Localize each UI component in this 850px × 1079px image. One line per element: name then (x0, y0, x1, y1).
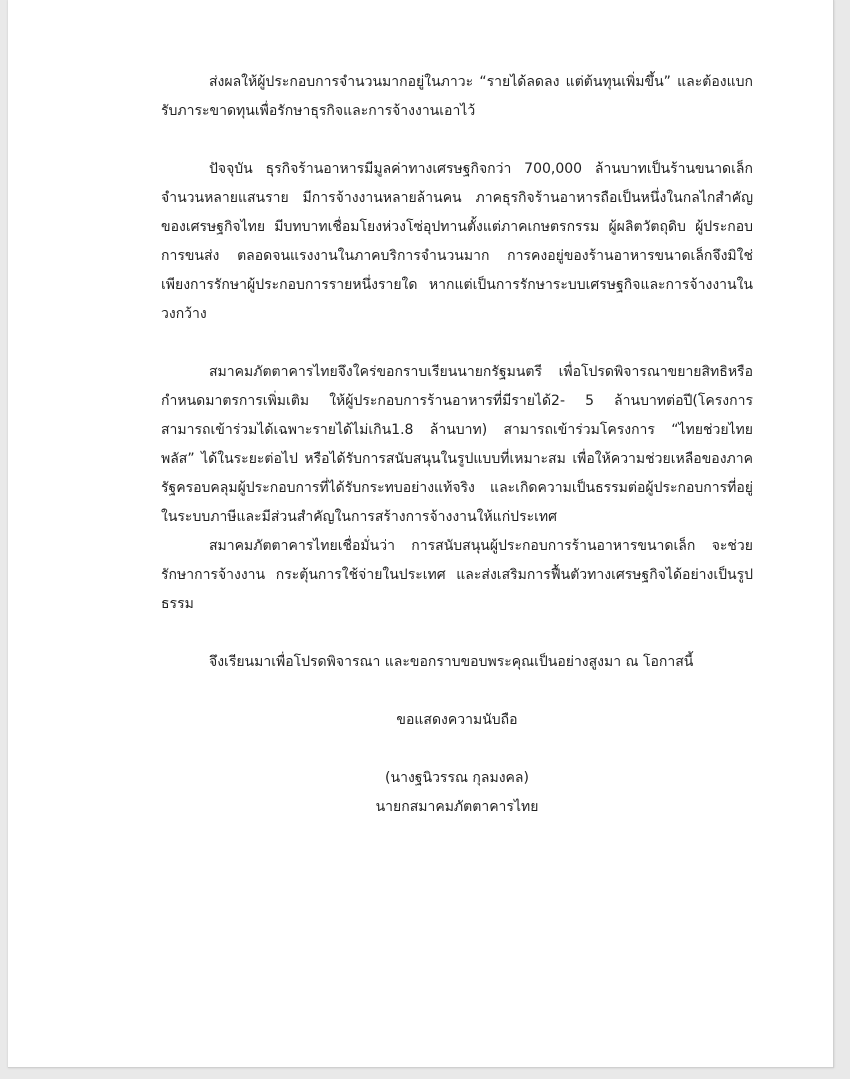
paragraph-spacer (161, 677, 753, 706)
paragraph-4: สมาคมภัตตาคารไทยเชื่อมั่นว่า การสนับสนุนผู้ประกอบการร้านอาหารขนาดเล็ก จะช่วยรักษาการจ้างงาน กระตุ้นการใช้จ่ายในประเทศ และส่งเสริมการฟื้นตัวทางเศรษฐกิจได้อย่างเป็นรูปธรรม (161, 538, 753, 612)
paragraph-spacer (161, 735, 753, 764)
paragraph-spacer (161, 126, 753, 155)
signer-name: (นางฐนิวรรณ กุลมงคล) (385, 770, 529, 786)
letter-body (161, 68, 753, 822)
paragraph-2: ปัจจุบัน ธุรกิจร้านอาหารมีมูลค่าทางเศรษฐกิจกว่า 700,000 ล้านบาทเป็นร้านขนาดเล็กจำนวนหลายแสนราย มีการจ้างงานหลายล้านคน ภาคธุรกิจร้านอาหารถือเป็นหนึ่งในกลไกสำคัญของเศรษฐกิจไทย มีบทบาทเชื่อมโยงห่วงโซ่อุปทานตั้งแต่ภาคเกษตรกรรม ผู้ผลิตวัตถุดิบ ผู้ประกอบการขนส่ง ตลอดจนแรงงานในภาคบริการจำนวนมาก การคงอยู่ของร้านอาหารขนาดเล็กจึงมิใช่เพียงการรักษาผู้ประกอบการรายหนึ่งรายใด หากแต่เป็นการรักษาระบบเศรษฐกิจและการจ้างงานในวงกว้าง (161, 161, 753, 322)
paragraph-spacer (161, 329, 753, 358)
signer-title: นายกสมาคมภัตตาคารไทย (375, 799, 539, 815)
paragraph-3: สมาคมภัตตาคารไทยจึงใคร่ขอกราบเรียนนายกรัฐมนตรี เพื่อโปรดพิจารณาขยายสิทธิหรือกำหนดมาตรการเพิ่มเติม ให้ผู้ประกอบการร้านอาหารที่มีรายได้2- 5 ล้านบาทต่อปี(โครงการสามารถเข้าร่วมได้เฉพาะรายได้ไม่เกิน1.8 ล้านบาท) สามารถเข้าร่วมโครงการ “ไทยช่วยไทย พลัส” ได้ในระยะต่อไป หรือได้รับการสนับสนุนในรูปแบบที่เหมาะสม เพื่อให้ความช่วยเหลือของภาครัฐครอบคลุมผู้ประกอบการที่ได้รับกระทบอย่างแท้จริง และเกิดความเป็นธรรมต่อผู้ประกอบการที่อยู่ในระบบภาษีและมีส่วนสำคัญในการสร้างการจ้างงานให้แก่ประเทศ (161, 364, 753, 525)
paragraph-spacer (161, 619, 753, 648)
document-page (8, 0, 834, 1068)
salutation: ขอแสดงความนับถือ (396, 712, 518, 728)
closing-request: จึงเรียนมาเพื่อโปรดพิจารณา และขอกราบขอบพระคุณเป็นอย่างสูงมา ณ โอกาสนี้ (209, 654, 694, 670)
paragraph-1: ส่งผลให้ผู้ประกอบการจำนวนมากอยู่ในภาวะ “รายได้ลดลง แต่ต้นทุนเพิ่มขึ้น” และต้องแบกรับภาระขาดทุนเพื่อรักษาธุรกิจและการจ้างงานเอาไว้ (161, 74, 753, 119)
